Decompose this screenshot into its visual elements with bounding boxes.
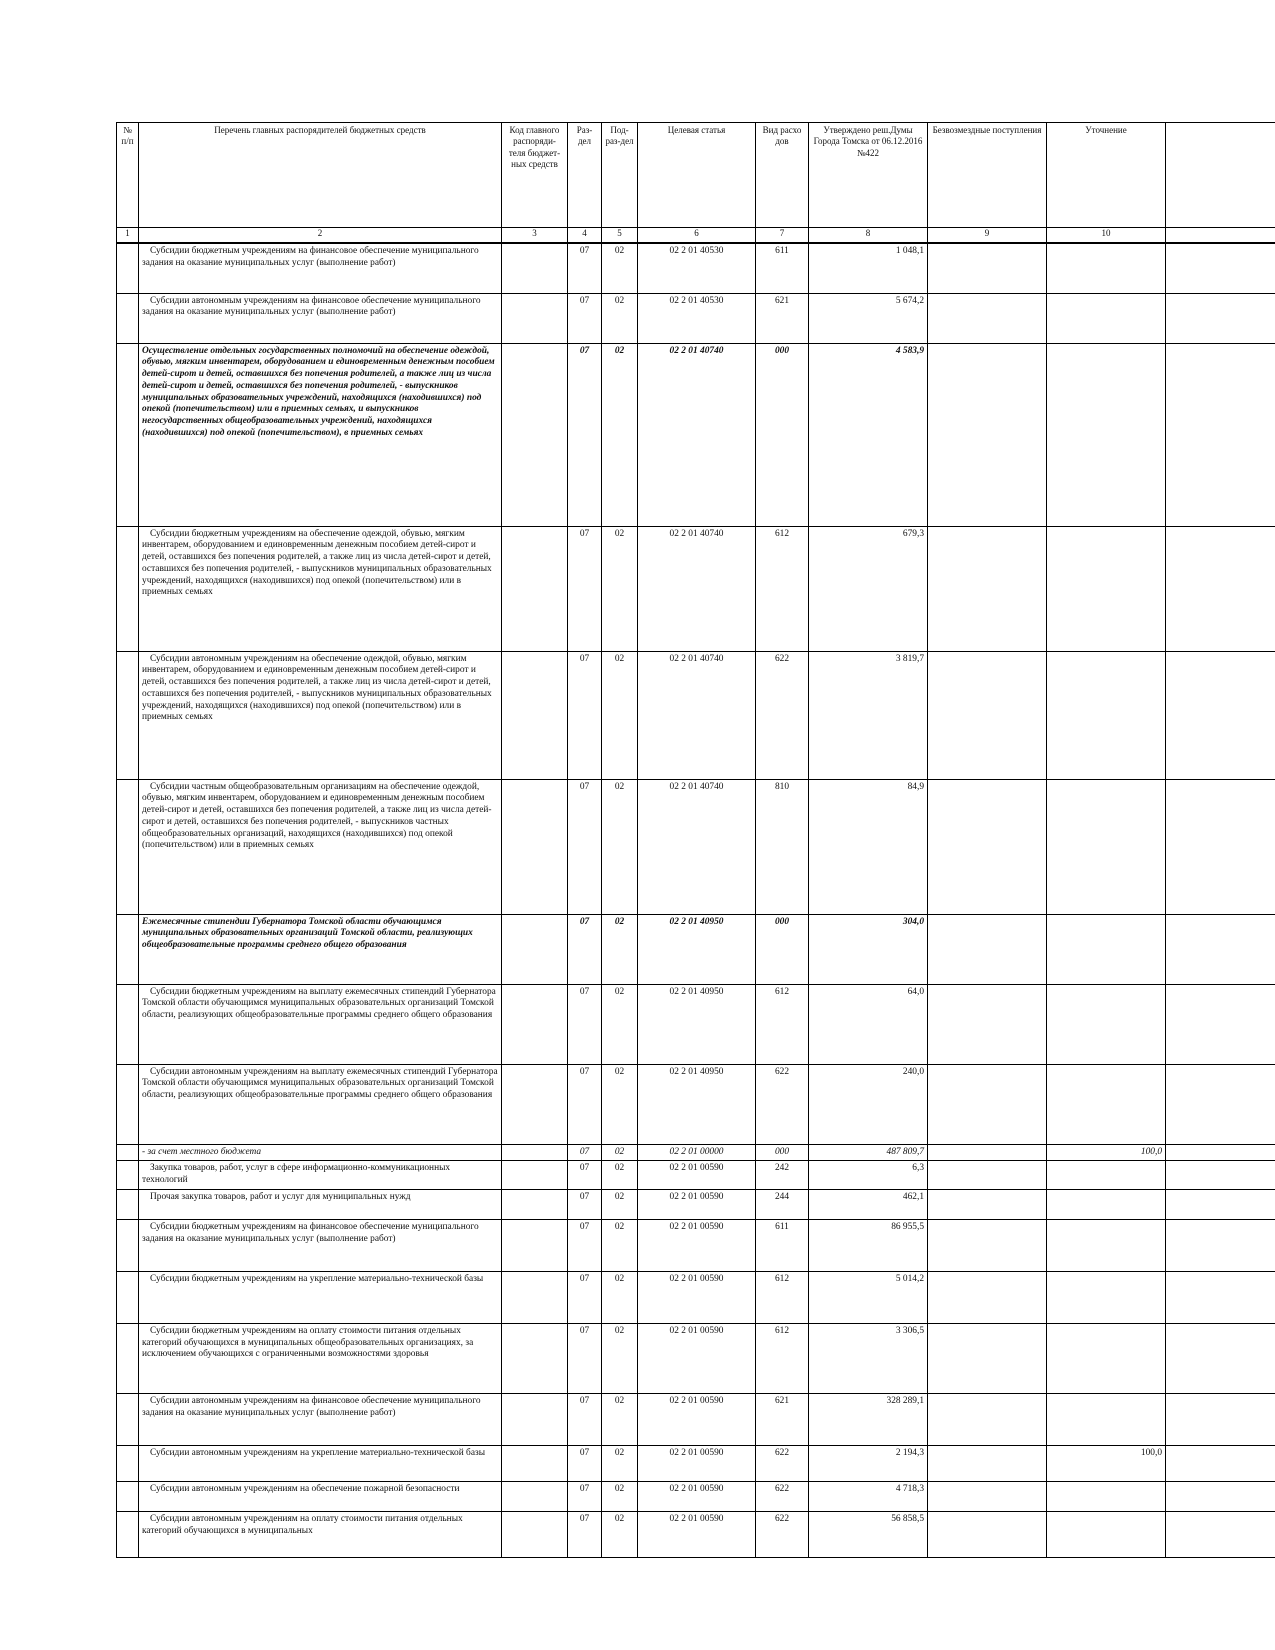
- article-cell: 02 2 01 00590: [638, 1161, 756, 1190]
- podrazdel-cell: 02: [602, 779, 638, 914]
- main-code-cell: [502, 1393, 568, 1445]
- change-cell: [1047, 1064, 1166, 1144]
- change-cell: 100,0: [1047, 1144, 1166, 1161]
- vid-cell: 000: [756, 914, 809, 984]
- free-cell: [928, 1064, 1047, 1144]
- free-cell: [928, 243, 1047, 293]
- razdel-cell: 07: [568, 1189, 602, 1219]
- razdel-cell: 07: [568, 914, 602, 984]
- table-row: [117, 1445, 1275, 1481]
- table-row: [117, 1511, 1275, 1557]
- razdel-cell: 07: [568, 343, 602, 526]
- article-cell: 02 2 01 40740: [638, 526, 756, 651]
- change-cell: [1047, 1161, 1166, 1190]
- item-name-cell: Субсидии бюджетным учреждениям на оплату стоимости питания отдельных категорий обучающихся в муниципальных общеобразовательных организациях, за исключением обучающихся с ограниченными возможностями здоровья: [139, 1323, 502, 1393]
- main-code-cell: [502, 343, 568, 526]
- approved-cell: 5 674,2: [809, 293, 928, 343]
- change-cell: [1047, 1323, 1166, 1393]
- article-cell: 02 2 01 00590: [638, 1511, 756, 1557]
- item-name-cell: Субсидии автономным учреждениям на оплату стоимости питания отдельных категорий обучающихся в муниципальных: [139, 1511, 502, 1557]
- article-cell: 02 2 01 40950: [638, 914, 756, 984]
- main-code-cell: [502, 779, 568, 914]
- change-cell: [1047, 243, 1166, 293]
- item-name-cell: Субсидии бюджетным учреждениям на укрепление материально-технической базы: [139, 1271, 502, 1323]
- approved-cell: 6,3: [809, 1161, 928, 1190]
- main-code-cell: [502, 1144, 568, 1161]
- change-cell: [1047, 651, 1166, 779]
- row-number-cell: [117, 1189, 139, 1219]
- row-number-cell: [117, 1064, 139, 1144]
- article-cell: 02 2 01 40530: [638, 243, 756, 293]
- row-number-cell: [117, 779, 139, 914]
- main-code-cell: [502, 1189, 568, 1219]
- free-cell: [928, 1189, 1047, 1219]
- table-row: [117, 1189, 1275, 1219]
- item-name-cell: Субсидии бюджетным учреждениям на финансовое обеспечение муниципального задания на оказание муниципальных услуг (выполнение работ): [139, 243, 502, 293]
- vid-cell: 621: [756, 293, 809, 343]
- podrazdel-cell: 02: [602, 343, 638, 526]
- vid-cell: 000: [756, 343, 809, 526]
- row-number-cell: [117, 984, 139, 1064]
- approved-cell: 4 583,9: [809, 343, 928, 526]
- approved-cell: 64,0: [809, 984, 928, 1064]
- table-row: [117, 293, 1275, 343]
- header-cell-name: Перечень главных распорядителей бюджетных средств: [139, 123, 502, 228]
- vid-cell: 622: [756, 651, 809, 779]
- change-cell: [1047, 526, 1166, 651]
- item-name-cell: Субсидии бюджетным учреждениям на обеспечение одеждой, обувью, мягким инвентарем, оборудованием и единовременным денежным пособием детей-сирот и детей, оставшихся без попечения родителей, а также лиц из числа детей-сирот и детей, оставшихся без попечения родителей, - выпускников муниципальных образовательных учреждений, находящихся (находившихся) под опекой (попечительством) или в приемных семьях: [139, 526, 502, 651]
- table-row: [117, 914, 1275, 984]
- razdel-cell: 07: [568, 1271, 602, 1323]
- header-cell-podrazdel: Под-раз-дел: [602, 123, 638, 228]
- vid-cell: 622: [756, 1511, 809, 1557]
- razdel-cell: 07: [568, 1323, 602, 1393]
- free-cell: [928, 343, 1047, 526]
- razdel-cell: 07: [568, 243, 602, 293]
- table-row: [117, 779, 1275, 914]
- razdel-cell: 07: [568, 1064, 602, 1144]
- item-name-cell: Субсидии частным общеобразовательным организациям на обеспечение одеждой, обувью, мягким инвентарем, оборудованием и единовременным денежным пособием детей-сирот и детей, оставшихся без попечения родителей, а также лиц из числа детей-сирот и детей, оставшихся без попечения родителей, - выпускников частных общеобразовательных организаций, находящихся (находившихся) под опекой (попечительством) или в приемных семьях: [139, 779, 502, 914]
- approved-cell: 56 858,5: [809, 1511, 928, 1557]
- vid-cell: 810: [756, 779, 809, 914]
- cut-cell: [1166, 914, 1275, 984]
- vid-cell: 242: [756, 1161, 809, 1190]
- vid-cell: 000: [756, 1144, 809, 1161]
- table-row: [117, 243, 1275, 293]
- free-cell: [928, 914, 1047, 984]
- vid-cell: 612: [756, 984, 809, 1064]
- change-cell: 100,0: [1047, 1445, 1166, 1481]
- approved-cell: 3 306,5: [809, 1323, 928, 1393]
- column-number: 7: [756, 228, 809, 244]
- cut-cell: [1166, 526, 1275, 651]
- main-code-cell: [502, 1219, 568, 1271]
- free-cell: [928, 1271, 1047, 1323]
- change-cell: [1047, 1189, 1166, 1219]
- cut-cell: [1166, 1219, 1275, 1271]
- main-code-cell: [502, 1445, 568, 1481]
- item-name-cell: Закупка товаров, работ, услуг в сфере информационно-коммуникационных технологий: [139, 1161, 502, 1190]
- vid-cell: 244: [756, 1189, 809, 1219]
- cut-cell: [1166, 1445, 1275, 1481]
- header-cell-approved: Утверждено реш.Думы Города Томска от 06.12.2016 №422: [809, 123, 928, 228]
- change-cell: [1047, 1481, 1166, 1511]
- article-cell: 02 2 01 40950: [638, 984, 756, 1064]
- razdel-cell: 07: [568, 1219, 602, 1271]
- item-name-cell: Субсидии автономным учреждениям на укрепление материально-технической базы: [139, 1445, 502, 1481]
- item-name-cell: Ежемесячные стипендии Губернатора Томской области обучающимся муниципальных образовательных организаций Томской области, реализующих общеобразовательные программы среднего общего образования: [139, 914, 502, 984]
- razdel-cell: 07: [568, 651, 602, 779]
- cut-cell: [1166, 1393, 1275, 1445]
- change-cell: [1047, 1393, 1166, 1445]
- row-number-cell: [117, 1323, 139, 1393]
- row-number-cell: [117, 1511, 139, 1557]
- free-cell: [928, 1481, 1047, 1511]
- free-cell: [928, 984, 1047, 1064]
- cut-cell: [1166, 1064, 1275, 1144]
- item-name-cell: Осуществление отдельных государственных полномочий на обеспечение одеждой, обувью, мягким инвентарем, оборудованием и единовременным денежным пособием детей-сирот и детей, оставшихся без попечения родителей, а также лиц из числа детей-сирот и детей, оставшихся без попечения родителей, - выпускников муниципальных образовательных учреждений, находящихся (находившихся) под опекой (попечительством) или в приемных семьях, и выпускников негосударственных общеобразовательных учреждений, находящихся (находившихся) под опекой (попечительством), в приемных семьях: [139, 343, 502, 526]
- header-cell-vid: Вид расхо дов: [756, 123, 809, 228]
- item-name-cell: Субсидии бюджетным учреждениям на финансовое обеспечение муниципального задания на оказание муниципальных услуг (выполнение работ): [139, 1219, 502, 1271]
- free-cell: [928, 1445, 1047, 1481]
- podrazdel-cell: 02: [602, 1271, 638, 1323]
- cut-cell: [1166, 1481, 1275, 1511]
- approved-cell: 304,0: [809, 914, 928, 984]
- razdel-cell: 07: [568, 293, 602, 343]
- main-code-cell: [502, 526, 568, 651]
- header-cell-num: № п/п: [117, 123, 139, 228]
- header-cell-change: Уточнение: [1047, 123, 1166, 228]
- row-number-cell: [117, 293, 139, 343]
- item-name-cell: - за счет местного бюджета: [139, 1144, 502, 1161]
- item-name-cell: Субсидии автономным учреждениям на обеспечение одеждой, обувью, мягким инвентарем, оборудованием и единовременным денежным пособием детей-сирот и детей, оставшихся без попечения родителей, а также лиц из числа детей-сирот и детей, оставшихся без попечения родителей, - выпускников муниципальных образовательных учреждений, находящихся (находившихся) под опекой (попечительством) или в приемных семьях: [139, 651, 502, 779]
- table-row: [117, 1393, 1275, 1445]
- change-cell: [1047, 343, 1166, 526]
- column-number: [1166, 228, 1275, 244]
- header-cell-free: Безвозмездные поступления: [928, 123, 1047, 228]
- article-cell: 02 2 01 40740: [638, 343, 756, 526]
- razdel-cell: 07: [568, 1144, 602, 1161]
- change-cell: [1047, 1271, 1166, 1323]
- approved-cell: 84,9: [809, 779, 928, 914]
- podrazdel-cell: 02: [602, 1189, 638, 1219]
- row-number-cell: [117, 914, 139, 984]
- free-cell: [928, 1161, 1047, 1190]
- column-number: 9: [928, 228, 1047, 244]
- change-cell: [1047, 914, 1166, 984]
- article-cell: 02 2 01 40950: [638, 1064, 756, 1144]
- main-code-cell: [502, 914, 568, 984]
- header-cell-razdel: Раз-дел: [568, 123, 602, 228]
- row-number-cell: [117, 1271, 139, 1323]
- row-number-cell: [117, 1144, 139, 1161]
- vid-cell: 621: [756, 1393, 809, 1445]
- approved-cell: 3 819,7: [809, 651, 928, 779]
- header-cell-cut: [1166, 123, 1275, 228]
- cut-cell: [1166, 1323, 1275, 1393]
- table-row: [117, 1161, 1275, 1190]
- podrazdel-cell: 02: [602, 984, 638, 1064]
- razdel-cell: 07: [568, 1161, 602, 1190]
- row-number-cell: [117, 526, 139, 651]
- free-cell: [928, 1393, 1047, 1445]
- table-row: [117, 1323, 1275, 1393]
- item-name-cell: Прочая закупка товаров, работ и услуг для муниципальных нужд: [139, 1189, 502, 1219]
- row-number-cell: [117, 1219, 139, 1271]
- change-cell: [1047, 293, 1166, 343]
- free-cell: [928, 526, 1047, 651]
- vid-cell: 612: [756, 526, 809, 651]
- cut-cell: [1166, 1161, 1275, 1190]
- column-number: 10: [1047, 228, 1166, 244]
- article-cell: 02 2 01 00590: [638, 1481, 756, 1511]
- free-cell: [928, 779, 1047, 914]
- row-number-cell: [117, 343, 139, 526]
- column-number: 6: [638, 228, 756, 244]
- article-cell: 02 2 01 00590: [638, 1445, 756, 1481]
- podrazdel-cell: 02: [602, 1323, 638, 1393]
- razdel-cell: 07: [568, 1393, 602, 1445]
- free-cell: [928, 293, 1047, 343]
- cut-cell: [1166, 1189, 1275, 1219]
- column-number: 8: [809, 228, 928, 244]
- cut-cell: [1166, 1144, 1275, 1161]
- table-row: [117, 1271, 1275, 1323]
- podrazdel-cell: 02: [602, 1511, 638, 1557]
- cut-cell: [1166, 343, 1275, 526]
- article-cell: 02 2 01 40740: [638, 651, 756, 779]
- cut-cell: [1166, 651, 1275, 779]
- table-row: [117, 343, 1275, 526]
- column-number: 2: [139, 228, 502, 244]
- approved-cell: 487 809,7: [809, 1144, 928, 1161]
- cut-cell: [1166, 1511, 1275, 1557]
- podrazdel-cell: 02: [602, 1481, 638, 1511]
- main-code-cell: [502, 1161, 568, 1190]
- item-name-cell: Субсидии автономным учреждениям на выплату ежемесячных стипендий Губернатора Томской области обучающимся муниципальных образовательных организаций Томской области, реализующих общеобразовательные программы среднего общего образования: [139, 1064, 502, 1144]
- table-row: [117, 651, 1275, 779]
- free-cell: [928, 1144, 1047, 1161]
- vid-cell: 612: [756, 1271, 809, 1323]
- razdel-cell: 07: [568, 984, 602, 1064]
- column-number: 4: [568, 228, 602, 244]
- cut-cell: [1166, 1271, 1275, 1323]
- column-number-row: [117, 228, 1275, 244]
- item-name-cell: Субсидии бюджетным учреждениям на выплату ежемесячных стипендий Губернатора Томской области обучающимся муниципальных образовательных организаций Томской области, реализующих общеобразовательные программы среднего общего образования: [139, 984, 502, 1064]
- change-cell: [1047, 984, 1166, 1064]
- podrazdel-cell: 02: [602, 243, 638, 293]
- item-name-cell: Субсидии автономным учреждениям на финансовое обеспечение муниципального задания на оказание муниципальных услуг (выполнение работ): [139, 293, 502, 343]
- table-row: [117, 1481, 1275, 1511]
- article-cell: 02 2 01 40530: [638, 293, 756, 343]
- cut-cell: [1166, 293, 1275, 343]
- vid-cell: 622: [756, 1481, 809, 1511]
- budget-table: [116, 122, 1275, 1558]
- vid-cell: 612: [756, 1323, 809, 1393]
- approved-cell: 86 955,5: [809, 1219, 928, 1271]
- article-cell: 02 2 01 40740: [638, 779, 756, 914]
- table-row: [117, 1144, 1275, 1161]
- header-cell-code: Код главного распоряди-теля бюджет-ных средств: [502, 123, 568, 228]
- approved-cell: 328 289,1: [809, 1393, 928, 1445]
- podrazdel-cell: 02: [602, 526, 638, 651]
- cut-cell: [1166, 243, 1275, 293]
- approved-cell: 5 014,2: [809, 1271, 928, 1323]
- approved-cell: 1 048,1: [809, 243, 928, 293]
- podrazdel-cell: 02: [602, 1219, 638, 1271]
- vid-cell: 611: [756, 1219, 809, 1271]
- approved-cell: 679,3: [809, 526, 928, 651]
- header-row: [117, 123, 1275, 228]
- cut-cell: [1166, 984, 1275, 1064]
- razdel-cell: 07: [568, 1511, 602, 1557]
- free-cell: [928, 1511, 1047, 1557]
- main-code-cell: [502, 243, 568, 293]
- podrazdel-cell: 02: [602, 1161, 638, 1190]
- main-code-cell: [502, 651, 568, 779]
- table-row: [117, 1064, 1275, 1144]
- row-number-cell: [117, 1445, 139, 1481]
- podrazdel-cell: 02: [602, 651, 638, 779]
- podrazdel-cell: 02: [602, 914, 638, 984]
- article-cell: 02 2 01 00590: [638, 1219, 756, 1271]
- free-cell: [928, 1219, 1047, 1271]
- item-name-cell: Субсидии автономным учреждениям на финансовое обеспечение муниципального задания на оказание муниципальных услуг (выполнение работ): [139, 1393, 502, 1445]
- article-cell: 02 2 01 00590: [638, 1271, 756, 1323]
- table-row: [117, 984, 1275, 1064]
- row-number-cell: [117, 243, 139, 293]
- article-cell: 02 2 01 00590: [638, 1393, 756, 1445]
- item-name-cell: Субсидии автономным учреждениям на обеспечение пожарной безопасности: [139, 1481, 502, 1511]
- change-cell: [1047, 1219, 1166, 1271]
- main-code-cell: [502, 1481, 568, 1511]
- row-number-cell: [117, 651, 139, 779]
- razdel-cell: 07: [568, 526, 602, 651]
- podrazdel-cell: 02: [602, 1144, 638, 1161]
- podrazdel-cell: 02: [602, 293, 638, 343]
- vid-cell: 611: [756, 243, 809, 293]
- table-row: [117, 1219, 1275, 1271]
- main-code-cell: [502, 984, 568, 1064]
- podrazdel-cell: 02: [602, 1445, 638, 1481]
- main-code-cell: [502, 1323, 568, 1393]
- table-row: [117, 526, 1275, 651]
- article-cell: 02 2 01 00590: [638, 1323, 756, 1393]
- main-code-cell: [502, 1271, 568, 1323]
- row-number-cell: [117, 1393, 139, 1445]
- podrazdel-cell: 02: [602, 1064, 638, 1144]
- vid-cell: 622: [756, 1064, 809, 1144]
- header-cell-article: Целевая статья: [638, 123, 756, 228]
- main-code-cell: [502, 1064, 568, 1144]
- column-number: 3: [502, 228, 568, 244]
- razdel-cell: 07: [568, 1445, 602, 1481]
- approved-cell: 462,1: [809, 1189, 928, 1219]
- razdel-cell: 07: [568, 779, 602, 914]
- article-cell: 02 2 01 00000: [638, 1144, 756, 1161]
- approved-cell: 240,0: [809, 1064, 928, 1144]
- vid-cell: 622: [756, 1445, 809, 1481]
- row-number-cell: [117, 1481, 139, 1511]
- column-number: 5: [602, 228, 638, 244]
- change-cell: [1047, 779, 1166, 914]
- change-cell: [1047, 1511, 1166, 1557]
- cut-cell: [1166, 779, 1275, 914]
- podrazdel-cell: 02: [602, 1393, 638, 1445]
- main-code-cell: [502, 1511, 568, 1557]
- row-number-cell: [117, 1161, 139, 1190]
- article-cell: 02 2 01 00590: [638, 1189, 756, 1219]
- free-cell: [928, 1323, 1047, 1393]
- free-cell: [928, 651, 1047, 779]
- approved-cell: 4 718,3: [809, 1481, 928, 1511]
- razdel-cell: 07: [568, 1481, 602, 1511]
- column-number: 1: [117, 228, 139, 244]
- main-code-cell: [502, 293, 568, 343]
- approved-cell: 2 194,3: [809, 1445, 928, 1481]
